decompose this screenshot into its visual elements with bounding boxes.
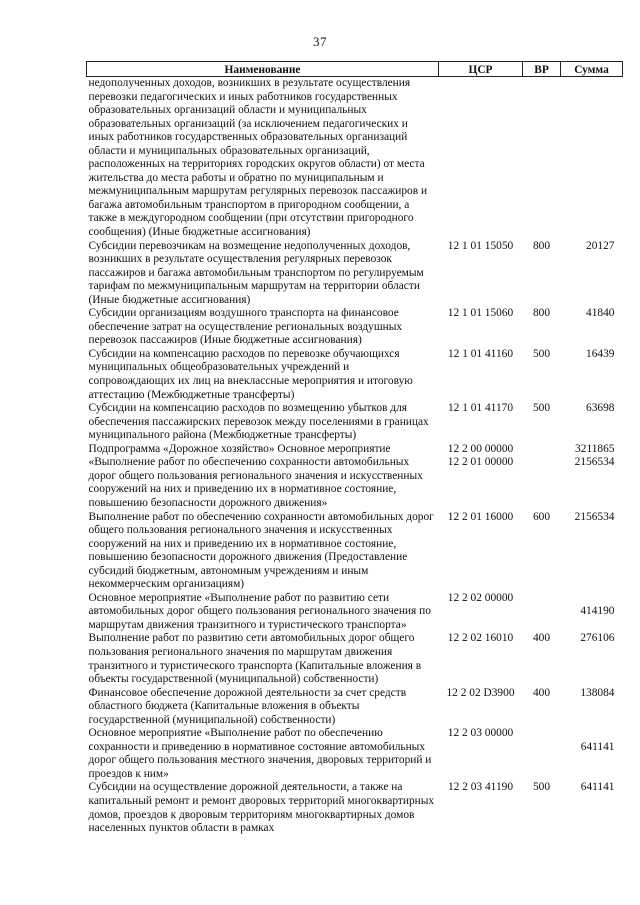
header-csr: ЦСР	[439, 62, 523, 77]
table-header	[87, 62, 623, 77]
row-sum	[561, 592, 623, 633]
row-sum	[561, 307, 623, 348]
row-name: Субсидии перевозчикам на возмещение недополученных доходов, возникших в результате осуществления регулярных перевозок пассажиров и багажа автомобильным транспортом по регулируемым тарифам по межмуниципальным маршрутам на территории области (Иные бюджетные ассигнования)	[88, 239, 424, 306]
sum-value	[563, 727, 615, 741]
row-vr	[523, 727, 561, 781]
table-row	[87, 687, 623, 728]
row-name: Субсидии на осуществление дорожной деятельности, а также на капитальный ремонт и ремонт дворовых территорий многоквартирных домов, проездов к дворовым территориям многоквартирных домов населенных пунктов области в рамках	[88, 781, 435, 835]
row-sum	[561, 727, 623, 781]
row-csr	[439, 781, 523, 835]
row-csr	[439, 307, 523, 348]
row-sum	[561, 348, 623, 402]
sum-value: 641141	[580, 781, 615, 794]
row-name: Субсидии на компенсацию расходов по перевозке обучающихся муниципальных общеобразовательных учреждений и сопровождающих их лиц на внеклассные мероприятия и итоговую аттестацию (Межбюджетные трансферты)	[88, 347, 413, 401]
row-vr: 800	[532, 239, 551, 252]
row-name: Основное мероприятие «Выполнение работ по развитию сети автомобильных дорог общего пользования регионального значения по маршрутам движения транзитного и туристического транспорта»	[88, 591, 431, 631]
header-vr: ВР	[523, 62, 561, 77]
row-vr	[523, 443, 561, 511]
csr-code: 12 2 02 16010	[447, 632, 514, 645]
csr-code: 12 2 01 00000	[447, 456, 514, 469]
row-sum	[561, 781, 623, 835]
table-row	[87, 402, 623, 443]
table-row	[87, 781, 623, 835]
row-sum	[561, 240, 623, 308]
row-csr	[439, 348, 523, 402]
csr-code: 12 1 01 41160	[447, 347, 514, 360]
page-number: 37	[313, 34, 327, 49]
row-vr: 500	[532, 781, 551, 794]
csr-code: 12 2 00 00000	[447, 442, 514, 455]
row-name: Выполнение работ по развитию сети автомобильных дорог общего пользования регионального значения по маршрутам движения транзитного и туристического транспорта (Капитальные вложения в объекты государственной (муниципальной) собственности)	[88, 632, 422, 686]
row-csr	[439, 511, 523, 592]
sum-value: 63698	[586, 402, 615, 415]
table-row	[87, 240, 623, 308]
row-sum	[561, 687, 623, 728]
row-name: Финансовое обеспечение дорожной деятельности за счет средств областного бюджета (Капитальные вложения в объекты государственной (муниципальной) собственности)	[88, 686, 407, 726]
row-vr: 500	[532, 402, 551, 415]
sum-value	[563, 592, 615, 606]
row-csr	[439, 592, 523, 633]
header-row	[87, 62, 623, 77]
row-vr: 400	[532, 686, 551, 699]
row-name: Субсидии на компенсацию расходов по возмещению убытков для обеспечения пассажирских перевозок между поселениями в границах муниципального района (Межбюджетные трансферты)	[88, 402, 429, 442]
table-row	[87, 307, 623, 348]
sum-value: 2156534	[574, 456, 615, 469]
row-csr	[439, 687, 523, 728]
csr-code: 12 2 03 00000	[447, 727, 514, 740]
csr-code: 12 1 01 15060	[447, 307, 514, 320]
row-csr	[439, 727, 523, 781]
table-row	[87, 348, 623, 402]
row-name: Выполнение работ по обеспечению сохранности автомобильных дорог общего пользования регионального значения и искусственных сооружений на них и приведению их в нормативное состояние, повышению безопасности дорожного движения (Предоставление субсидий бюджетным, автономным учреждениям и иным некоммерческим организациям)	[88, 510, 434, 591]
sum-value: 20127	[586, 239, 615, 252]
table-row	[87, 443, 623, 511]
row-sum	[561, 511, 623, 592]
row-vr: 400	[532, 632, 551, 645]
sum-value: 414190	[580, 605, 615, 618]
row-vr	[523, 77, 561, 240]
sum-value: 41840	[586, 307, 615, 320]
csr-code: 12 2 02 00000	[447, 591, 514, 604]
table-row	[87, 727, 623, 781]
row-csr	[439, 240, 523, 308]
sum-value: 138084	[580, 686, 615, 699]
row-csr	[439, 402, 523, 443]
table-row	[87, 592, 623, 633]
row-csr	[439, 443, 523, 511]
csr-code: 12 2 01 16000	[447, 510, 514, 523]
csr-code: 12 2 03 41190	[447, 781, 514, 794]
row-vr: 600	[532, 510, 551, 523]
sum-value: 2156534	[574, 510, 615, 523]
row-vr	[523, 592, 561, 633]
row-name: Основное мероприятие «Выполнение работ по обеспечению сохранности и приведению в нормативное состояние автомобильных дорог общего пользования местного значения, дворовых территорий и проездов к ним»	[88, 727, 432, 780]
row-sum	[561, 402, 623, 443]
table-body	[87, 77, 623, 836]
row-name: Субсидии организациям воздушного транспорта на финансовое обеспечение затрат на осуществление региональных воздушных перевозок пассажиров (Иные бюджетные ассигнования)	[88, 307, 403, 347]
row-vr: 800	[532, 307, 551, 320]
csr-code: 12 1 01 15050	[447, 239, 514, 252]
row-name: недополученных доходов, возникших в результате осуществления перевозки педагогических и иных работников государственных образовательных организаций области и муниципальных образовательных организаций (за исключением педагогических и иных работников государственных образовательных организаций области и муниципальных образовательных организаций, расположенных на территориях городских округов области) от места жительства до места работы и обратно по муниципальным и межмуниципальным маршрутам регулярных перевозок пассажиров и багажа автомобильным транспортом в пригородном сообщении, а также в междугородном сообщении (при отсутствии пригородного сообщения) (Иные бюджетные ассигнования)	[88, 77, 428, 239]
row-csr	[439, 632, 523, 686]
row-sum	[561, 77, 623, 240]
sum-value: 276106	[580, 632, 615, 645]
table-row	[87, 511, 623, 592]
row-sum	[561, 443, 623, 511]
header-sum: Сумма	[561, 62, 623, 77]
row-name: Подпрограмма «Дорожное хозяйство» Основное мероприятие «Выполнение работ по обеспечению сохранности автомобильных дорог общего пользования регионального значения и искусственных сооружений на них и приведению их в нормативное состояние, повышению безопасности дорожного движения»	[88, 442, 423, 509]
table-row	[87, 77, 623, 240]
header-name: Наименование	[87, 62, 439, 77]
sum-value: 641141	[580, 740, 615, 753]
csr-code: 12 2 02 D3900	[446, 686, 515, 699]
row-csr	[439, 77, 523, 240]
csr-code: 12 1 01 41170	[447, 402, 514, 415]
sum-value: 16439	[586, 347, 615, 360]
sum-value: 3211865	[575, 442, 615, 455]
budget-table	[86, 61, 623, 836]
row-sum	[561, 632, 623, 686]
row-vr: 500	[532, 347, 551, 360]
table-row	[87, 632, 623, 686]
sum-value	[563, 77, 615, 91]
